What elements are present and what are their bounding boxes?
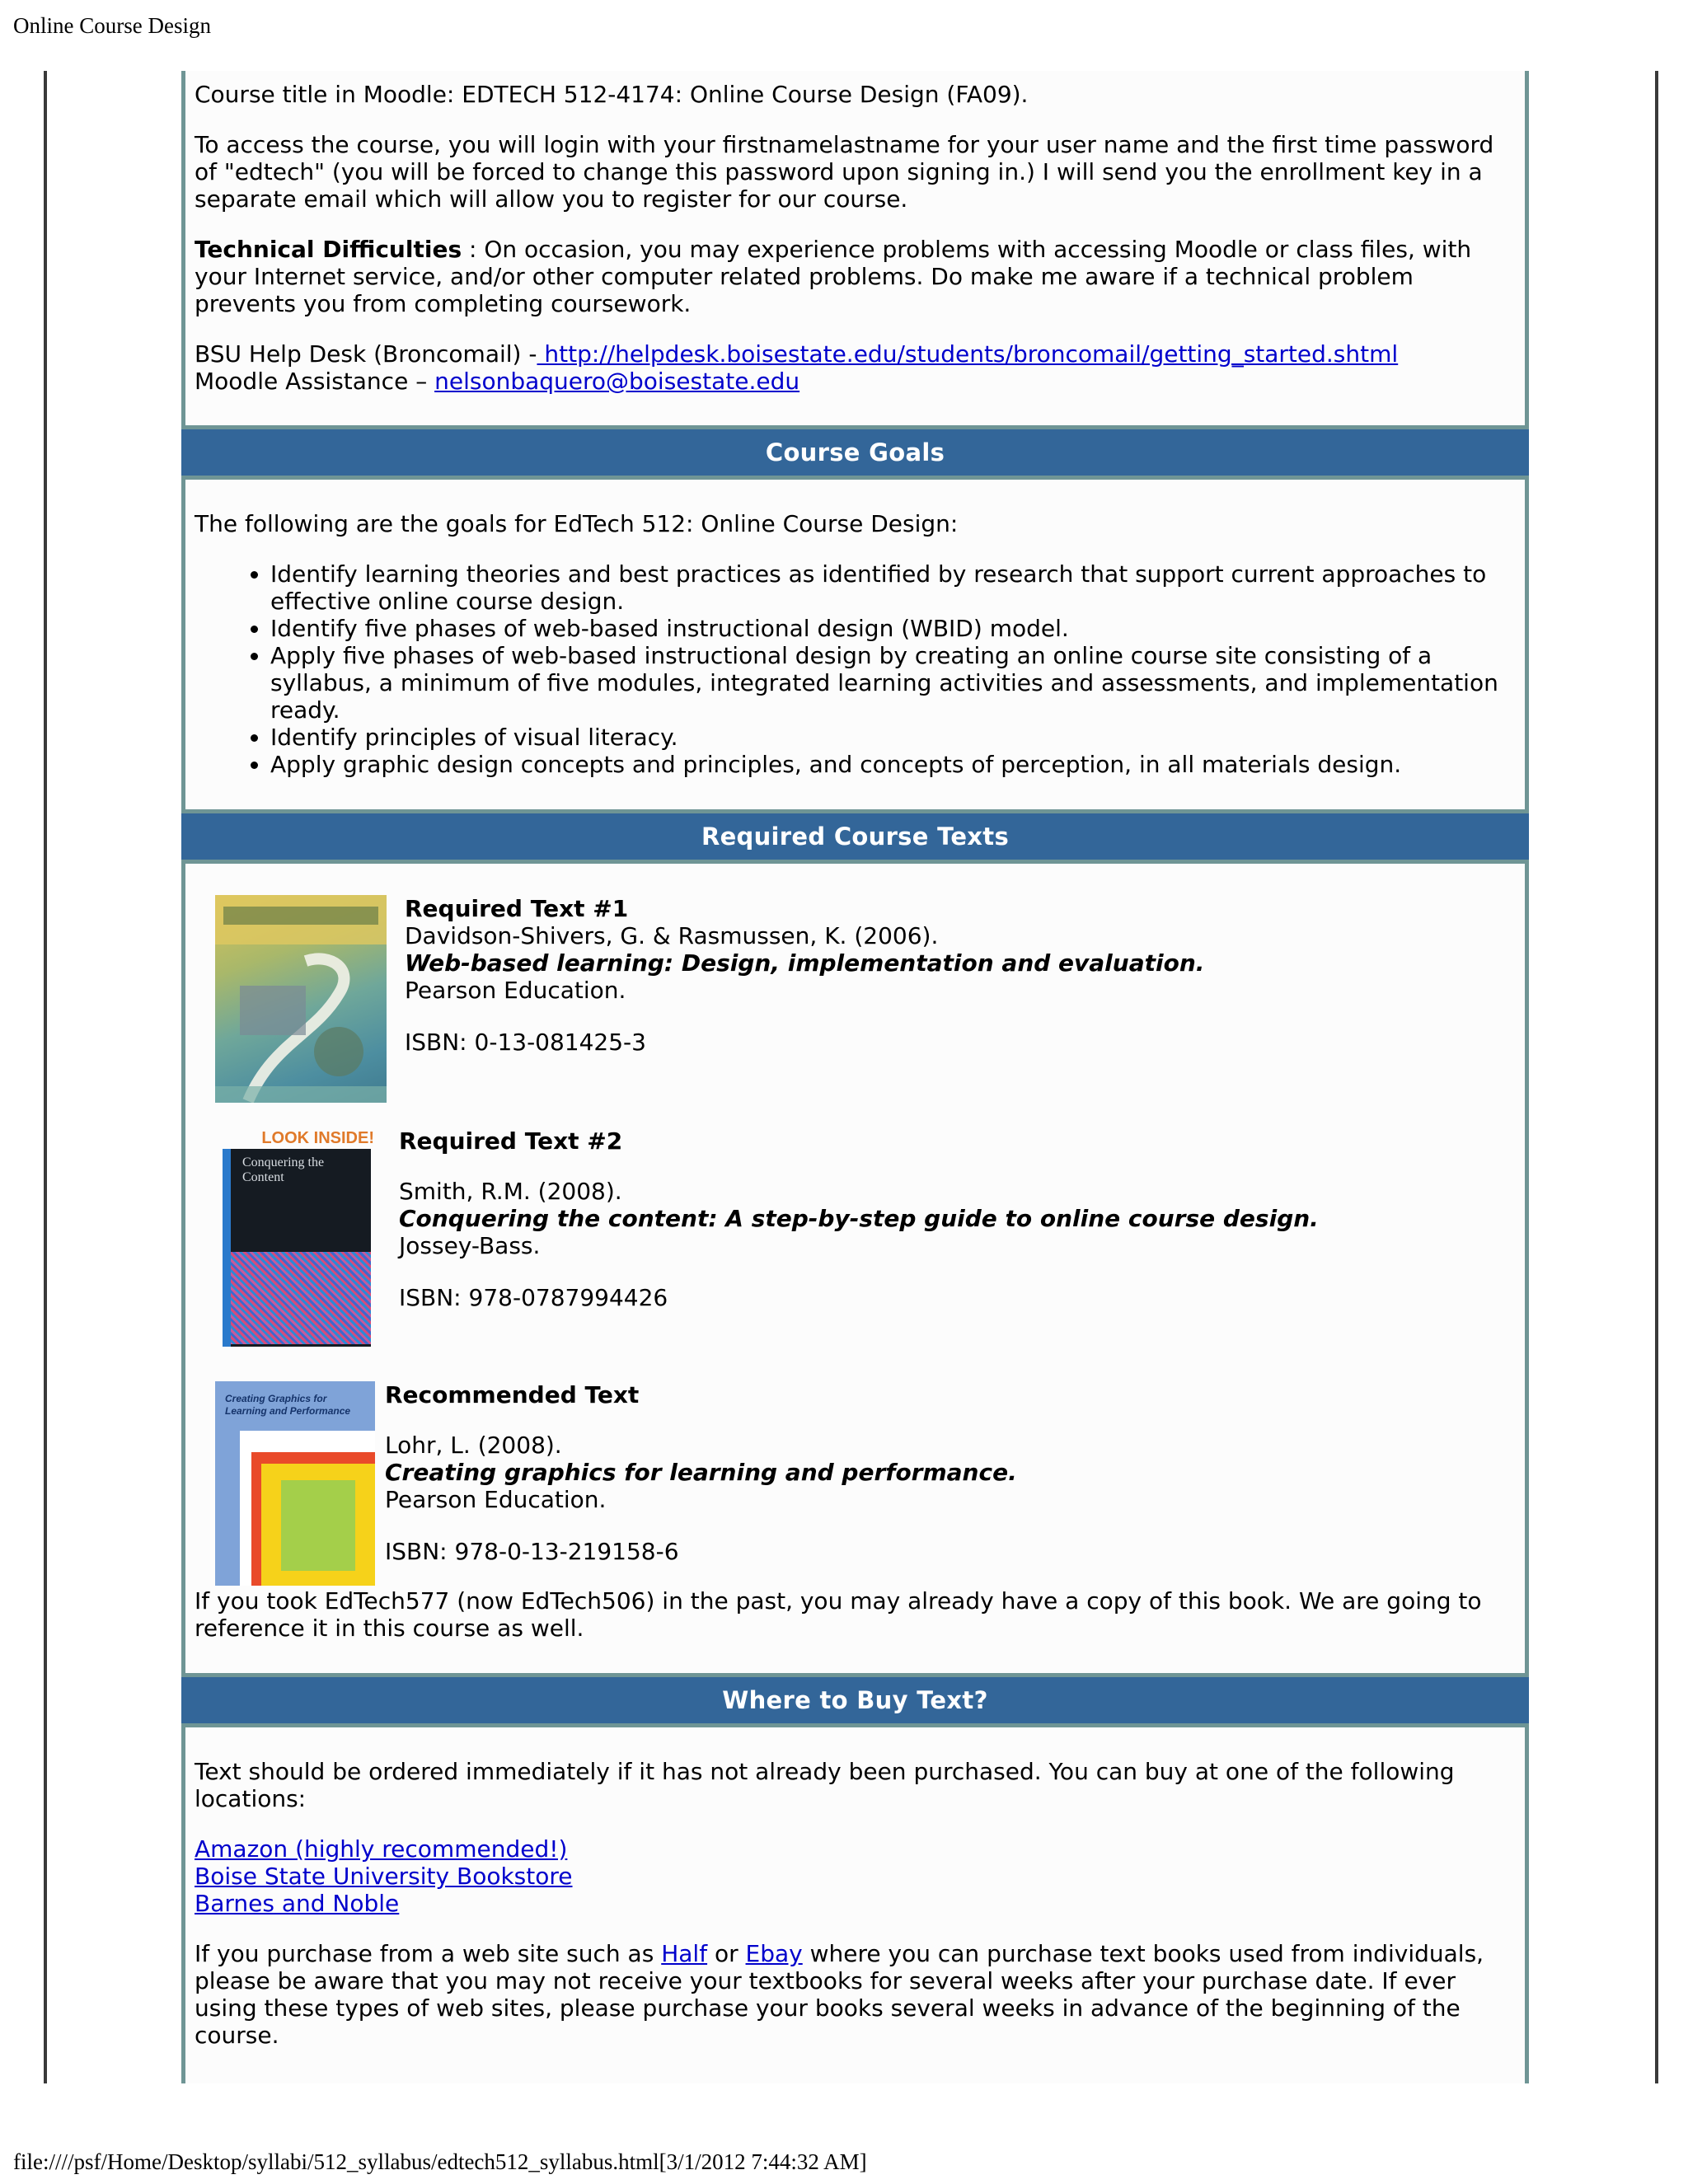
page-right-rule — [1655, 71, 1658, 2083]
book-3-cover-title: Creating Graphics for Learning and Performance — [225, 1393, 351, 1417]
syllabus-content — [181, 71, 1529, 2083]
helpdesk-line — [195, 340, 1517, 368]
book-1-details — [405, 895, 1204, 1056]
book-3-label: Recommended Text — [385, 1381, 640, 1408]
book-2-title: Conquering the content: A step-by-step guide to online course design. — [399, 1205, 1319, 1232]
book-3-title: Creating graphics for learning and performance. — [385, 1459, 1017, 1486]
course-title-text: Course title in Moodle: EDTECH 512-4174: Online Course Design (FA09). — [195, 81, 1029, 108]
goal-item: • Apply graphic design concepts and principles, and concepts of perception, in all materials design. — [270, 751, 1517, 778]
book-2-cover-image — [219, 1127, 374, 1348]
book-2-label: Required Text #2 — [399, 1127, 623, 1155]
required-texts-heading: Required Course Texts — [181, 809, 1529, 864]
tech-label: Technical Difficulties — [195, 236, 462, 263]
book-2-cover — [223, 1149, 371, 1347]
book-2-publisher: Jossey-Bass. — [399, 1232, 541, 1259]
helpdesk-label: BSU Help Desk (Broncomail) - — [195, 340, 537, 368]
moodle-label: Moodle Assistance – — [195, 368, 435, 395]
book-2-cover-spine — [223, 1149, 231, 1347]
book-2 — [195, 1127, 1517, 1348]
technical-difficulties-text — [195, 236, 1517, 317]
texts-note: If you took EdTech577 (now EdTech506) in the past, you may already have a copy of this book. We are going to reference it in this course as well. — [195, 1587, 1482, 1642]
book-2-details — [399, 1127, 1319, 1311]
print-header: Online Course Design — [13, 13, 211, 38]
goal-item: • Apply five phases of web-based instructional design by creating an online course site consisting of a syllabus, a minimum of five modules, integrated learning activities and assessments, and implementation ready. — [270, 642, 1517, 724]
book-3-isbn: ISBN: 978-0-13-219158-6 — [385, 1538, 679, 1565]
helpdesk-link[interactable]: http://helpdesk.boisestate.edu/students/broncomail/getting_started.shtml — [537, 340, 1399, 368]
book-2-isbn: ISBN: 978-0787994426 — [399, 1284, 668, 1311]
buy-warning — [195, 1940, 1517, 2049]
access-text: To access the course, you will login with your firstnamelastname for your user name and the first time password of "edtech" (you will be forced to change this password upon signing in.) I will send you the enrollment key in a separate email which will allow you to register for our course. — [195, 131, 1494, 213]
ebay-link[interactable]: Ebay — [745, 1940, 803, 1967]
book-1-cover-image — [215, 895, 387, 1103]
page-left-rule — [44, 71, 47, 2083]
book-2-author: Smith, R.M. (2008). — [399, 1178, 622, 1205]
book-3-details — [385, 1381, 1017, 1565]
goals-section — [185, 510, 1525, 778]
barnes-and-noble-link[interactable]: Barnes and Noble — [195, 1890, 400, 1917]
book-3 — [195, 1381, 1517, 1586]
book-3-author: Lohr, L. (2008). — [385, 1432, 562, 1459]
buy-link-line — [195, 1835, 1517, 1863]
book-1-author: Davidson-Shivers, G. & Rasmussen, K. (2006). — [405, 922, 939, 949]
tech-body: : On occasion, you may experience problems with accessing Moodle or class files, with your Internet service, and/or other computer related problems. Do make me aware if a technical problem prevents you from completing coursework. — [195, 236, 1472, 317]
where-to-buy-heading: Where to Buy Text? — [181, 1673, 1529, 1727]
book-1 — [195, 895, 1517, 1103]
buy-warning-start: If you purchase from a web site such as — [195, 1940, 662, 1967]
buy-warning-end: where you can purchase text books used from individuals, please be aware that you may not receive your textbooks for several weeks after your purchase date. If ever using these types of web sites, please purchase your books several weeks in advance of the beginning of the course. — [195, 1940, 1484, 2049]
buy-section — [185, 1758, 1525, 2049]
book-1-cover-art — [215, 895, 387, 1103]
buy-warning-or: or — [707, 1940, 746, 1967]
amazon-link[interactable]: Amazon (highly recommended!) — [195, 1835, 568, 1863]
goal-item: • Identify five phases of web-based instructional design (WBID) model. — [270, 615, 1517, 642]
book-2-cover-pattern — [223, 1252, 371, 1344]
book-1-isbn: ISBN: 0-13-081425-3 — [405, 1029, 646, 1056]
book-3-cover-green — [281, 1480, 355, 1571]
book-3-cover-image — [215, 1381, 375, 1586]
intro-section — [185, 71, 1525, 395]
goal-item: • Identify learning theories and best practices as identified by research that support current approaches to effective online course design. — [270, 560, 1517, 615]
moodle-line — [195, 368, 1517, 395]
bsu-bookstore-link[interactable]: Boise State University Bookstore — [195, 1863, 573, 1890]
book-2-cover-title: Conquering the Content — [242, 1155, 325, 1184]
goals-list — [195, 560, 1517, 778]
book-3-publisher: Pearson Education. — [385, 1486, 607, 1513]
texts-section — [185, 895, 1525, 1642]
course-goals-heading: Course Goals — [181, 425, 1529, 480]
goals-intro: The following are the goals for EdTech 512: Online Course Design: — [195, 510, 959, 537]
buy-intro: Text should be ordered immediately if it has not already been purchased. You can buy at one of the following locations: — [195, 1758, 1455, 1812]
half-link[interactable]: Half — [661, 1940, 708, 1967]
print-footer: file:////psf/Home/Desktop/syllabi/512_syllabus/edtech512_syllabus.html[3/1/2012 7:44:32 AM] — [13, 2149, 867, 2174]
book-1-publisher: Pearson Education. — [405, 977, 626, 1004]
goal-item: • Identify principles of visual literacy. — [270, 724, 1517, 751]
book-1-title: Web-based learning: Design, implementation and evaluation. — [405, 949, 1205, 977]
buy-link-line — [195, 1863, 1517, 1890]
book-1-label: Required Text #1 — [405, 895, 629, 922]
moodle-email-link[interactable]: nelsonbaquero@boisestate.edu — [434, 368, 800, 395]
book-3-cover-panel — [240, 1431, 375, 1586]
buy-link-line — [195, 1890, 1517, 1917]
book-2-look-inside-badge: LOOK INSIDE! — [261, 1129, 374, 1147]
